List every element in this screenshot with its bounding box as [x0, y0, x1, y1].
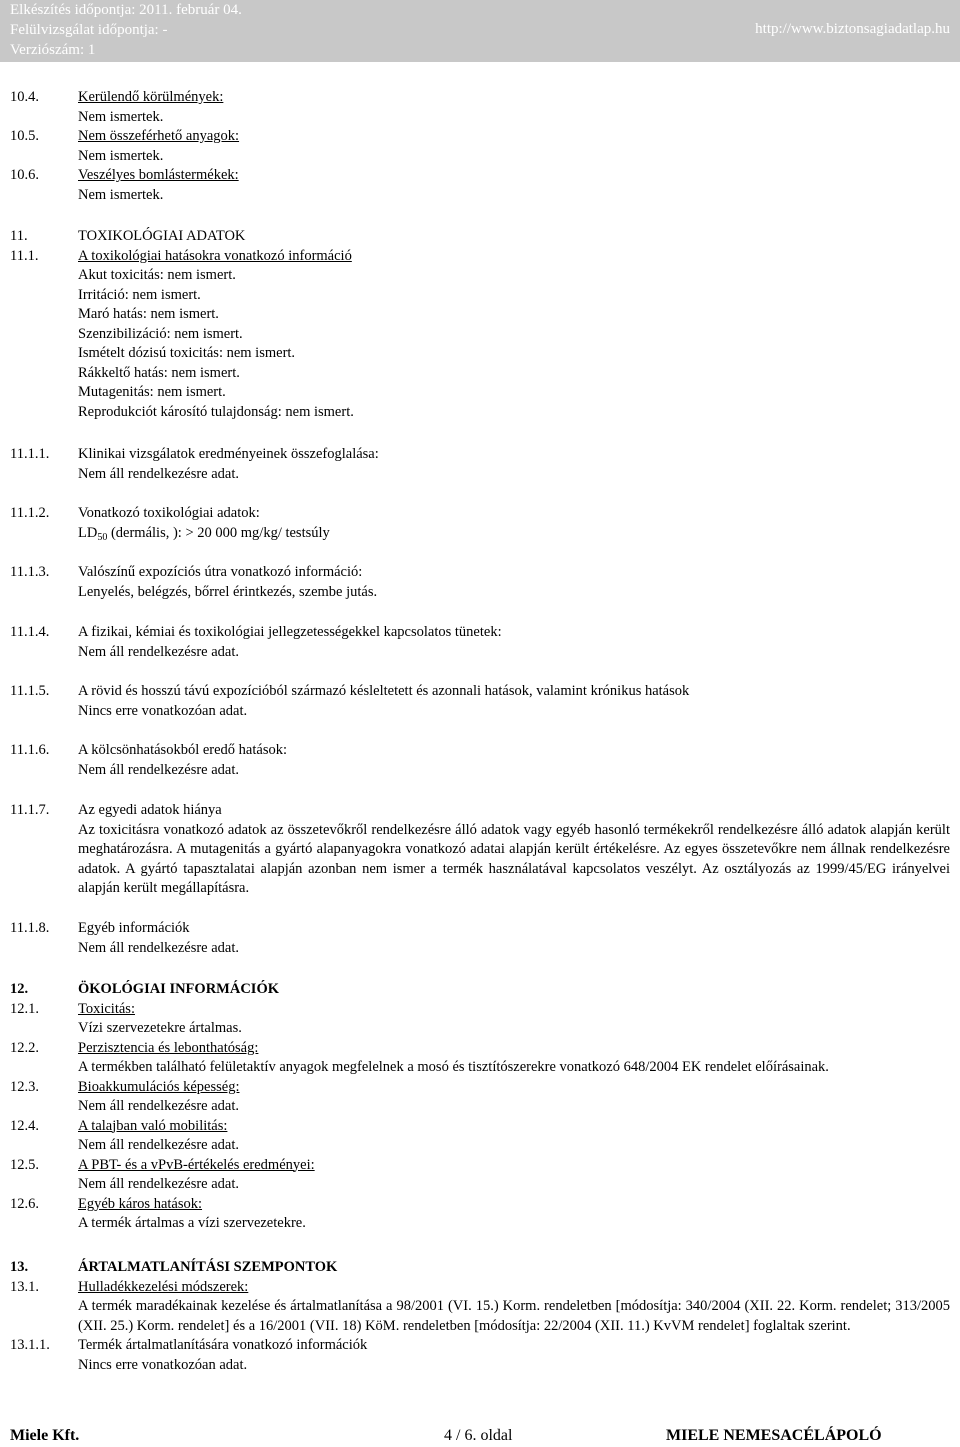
- tox-line: Akut toxicitás: nem ismert.: [78, 267, 236, 283]
- section-number: 11.: [10, 228, 28, 244]
- item-text: A termék ártalmas a vízi szervezetekre.: [78, 1215, 306, 1231]
- version-number: Verziószám: 1: [10, 42, 96, 58]
- item-number: 11.1.7.: [10, 802, 50, 818]
- item-11-1-2: [0, 504, 960, 547]
- item-number: 13.1.1.: [10, 1337, 50, 1353]
- item-title: A PBT- és a vPvB-értékelés eredményei:: [78, 1156, 315, 1173]
- item-text: A termék maradékainak kezelése és ártalmatlanítása a 98/2001 (VI. 15.) Korm. rendeletben [módosítja: 340/2004 (XII. 22. Korm. rendelet; 313/2005 (XII. 25.) Korm. rendelet] és a 16/2001 (VII. 18) KöM. rendeletben [módosítja: 22/2004 (XII. 11.) KvVM rendelet] foglaltak szerint.: [78, 1298, 950, 1334]
- item-text: Nem ismertek.: [78, 108, 164, 125]
- section-title: ÖKOLÓGIAI INFORMÁCIÓK: [78, 981, 279, 997]
- item-number: 11.1.3.: [10, 564, 50, 580]
- item-title: Kerülendő körülmények:: [78, 89, 224, 105]
- item-title: Valószínű expozíciós útra vonatkozó információ:: [78, 564, 363, 580]
- item-number: 13.1.: [10, 1278, 39, 1295]
- item-number: 12.1.: [10, 1000, 39, 1017]
- item-title: Az egyedi adatok hiánya: [78, 802, 222, 818]
- item-text: Nem áll rendelkezésre adat.: [78, 1137, 240, 1153]
- item-11-1-7: [0, 801, 960, 899]
- item-title: Vonatkozó toxikológiai adatok:: [78, 505, 260, 521]
- tox-line: Reprodukciót károsító tulajdonság: nem ismert.: [78, 403, 354, 420]
- item-number: 12.5.: [10, 1156, 39, 1173]
- item-number: 12.3.: [10, 1078, 39, 1095]
- tox-line: Irritáció: nem ismert.: [78, 286, 201, 303]
- section-12: [0, 980, 960, 1234]
- item-number: 11.1.6.: [10, 742, 50, 758]
- item-title: Nem összeférhető anyagok:: [78, 128, 240, 144]
- item-title: Toxicitás:: [78, 1000, 135, 1017]
- item-text: Nem áll rendelkezésre adat.: [78, 1098, 240, 1114]
- item-11-1-4: [0, 623, 960, 662]
- item-text: Vízi szervezetekre ártalmas.: [78, 1020, 242, 1036]
- page-header: [0, 0, 960, 62]
- item-number: 12.6.: [10, 1195, 39, 1212]
- item-number: 11.1.2.: [10, 505, 50, 521]
- tox-line: Mutagenitás: nem ismert.: [78, 384, 226, 400]
- item-text: Nem áll rendelkezésre adat.: [78, 465, 240, 482]
- item-text: Nem áll rendelkezésre adat.: [78, 643, 240, 660]
- product-name: MIELE NEMESACÉLÁPOLÓ: [666, 1427, 882, 1444]
- item-title: A talajban való mobilitás:: [78, 1117, 228, 1134]
- item-11-1-3: [0, 563, 960, 602]
- section-number: 12.: [10, 981, 29, 997]
- item-11-1-6: [0, 741, 960, 780]
- item-number: 10.4.: [10, 89, 39, 105]
- item-text: Nem áll rendelkezésre adat.: [78, 939, 240, 956]
- website-link[interactable]: http://www.biztonsagiadatlap.hu: [755, 21, 950, 37]
- item-title: A kölcsönhatásokból eredő hatások:: [78, 742, 287, 758]
- item-number: 11.1.: [10, 247, 39, 264]
- item-title: Egyéb információk: [78, 920, 190, 936]
- tox-line: Szenzibilizáció: nem ismert.: [78, 325, 243, 342]
- item-number: 10.5.: [10, 128, 39, 144]
- item-text: A termékben található felületaktív anyagok megfelelnek a mosó és tisztítószerekre vonatkozó 648/2004 EK rendelet előírásainak.: [78, 1059, 829, 1075]
- item-number: 10.6.: [10, 167, 39, 183]
- tox-line: Ismételt dózisú toxicitás: nem ismert.: [78, 345, 296, 361]
- section-title: ÁRTALMATLANÍTÁSI SZEMPONTOK: [78, 1259, 338, 1275]
- item-text: Nem ismertek.: [78, 147, 164, 164]
- item-text: Nincs erre vonatkozóan adat.: [78, 1356, 248, 1373]
- item-title: Veszélyes bomlástermékek:: [78, 167, 239, 183]
- item-11-1-5: [0, 682, 960, 721]
- section-13: [0, 1258, 960, 1375]
- item-title: Klinikai vizsgálatok eredményeinek összefoglalása:: [78, 446, 379, 462]
- item-11-1-1: [0, 445, 960, 484]
- item-text: Nem ismertek.: [78, 186, 164, 203]
- section-title: TOXIKOLÓGIAI ADATOK: [78, 228, 246, 244]
- company-name: Miele Kft.: [10, 1427, 80, 1444]
- section-number: 13.: [10, 1259, 29, 1275]
- item-title: Hulladékkezelési módszerek:: [78, 1278, 249, 1295]
- item-text: Nem áll rendelkezésre adat.: [78, 761, 240, 778]
- item-title: Egyéb káros hatások:: [78, 1195, 203, 1212]
- item-number: 11.1.8.: [10, 920, 50, 936]
- page-number: 4 / 6. oldal: [444, 1427, 513, 1444]
- item-number: 12.4.: [10, 1117, 39, 1134]
- page-footer: [0, 1425, 960, 1447]
- header-info: [10, 0, 242, 60]
- item-title: Perzisztencia és lebonthatóság:: [78, 1039, 259, 1056]
- created-date: Elkészítés időpontja: 2011. február 04.: [10, 2, 242, 18]
- tox-line: Rákkeltő hatás: nem ismert.: [78, 364, 240, 381]
- item-number: 11.1.5.: [10, 683, 50, 699]
- item-11-1-8: [0, 919, 960, 958]
- item-title: A fizikai, kémiai és toxikológiai jellegzetességekkel kapcsolatos tünetek:: [78, 624, 502, 640]
- item-title: A rövid és hosszú távú expozícióból származó késleltetett és azonnali hatások, valamint krónikus hatások: [78, 683, 690, 699]
- item-text: Nincs erre vonatkozóan adat.: [78, 702, 248, 719]
- item-title: Termék ártalmatlanítására vonatkozó információk: [78, 1337, 368, 1353]
- item-title: A toxikológiai hatásokra vonatkozó információ: [78, 247, 352, 264]
- tox-line: Maró hatás: nem ismert.: [78, 306, 219, 322]
- item-number: 11.1.1.: [10, 446, 50, 462]
- revision-date: Felülvizsgálat időpontja: -: [10, 22, 168, 38]
- item-number: 11.1.4.: [10, 624, 50, 640]
- section-11: [0, 227, 960, 422]
- item-title: Bioakkumulációs képesség:: [78, 1078, 240, 1095]
- item-text: Az toxicitásra vonatkozó adatok az összetevőkről rendelkezésre álló adatok vagy egyéb hasonló termékekről rendelkezésre álló adatok alapján került meghatározásra. A mutagenitás a gyártó alapanyagokra vonatkozó adatai alapján került értékelésre. Az egyes összetevőkre nem állnak rendelkezésre adatok. A gyártó tapasztalatai alapján azonban nem ismer a termék használatával kapcsolatos veszélyt. Az osztályozás az 1999/45/EG irányelvei alapján került megállapításra.: [78, 821, 950, 896]
- ld50-value: $LD_{50}$ (dermális, ): > 20 000 mg/kg/ testsúly: [78, 524, 330, 543]
- item-number: 12.2.: [10, 1039, 39, 1056]
- item-text: Nem áll rendelkezésre adat.: [78, 1176, 240, 1192]
- item-text: Lenyelés, belégzés, bőrrel érintkezés, szembe jutás.: [78, 583, 378, 600]
- section-10-items: [0, 88, 960, 205]
